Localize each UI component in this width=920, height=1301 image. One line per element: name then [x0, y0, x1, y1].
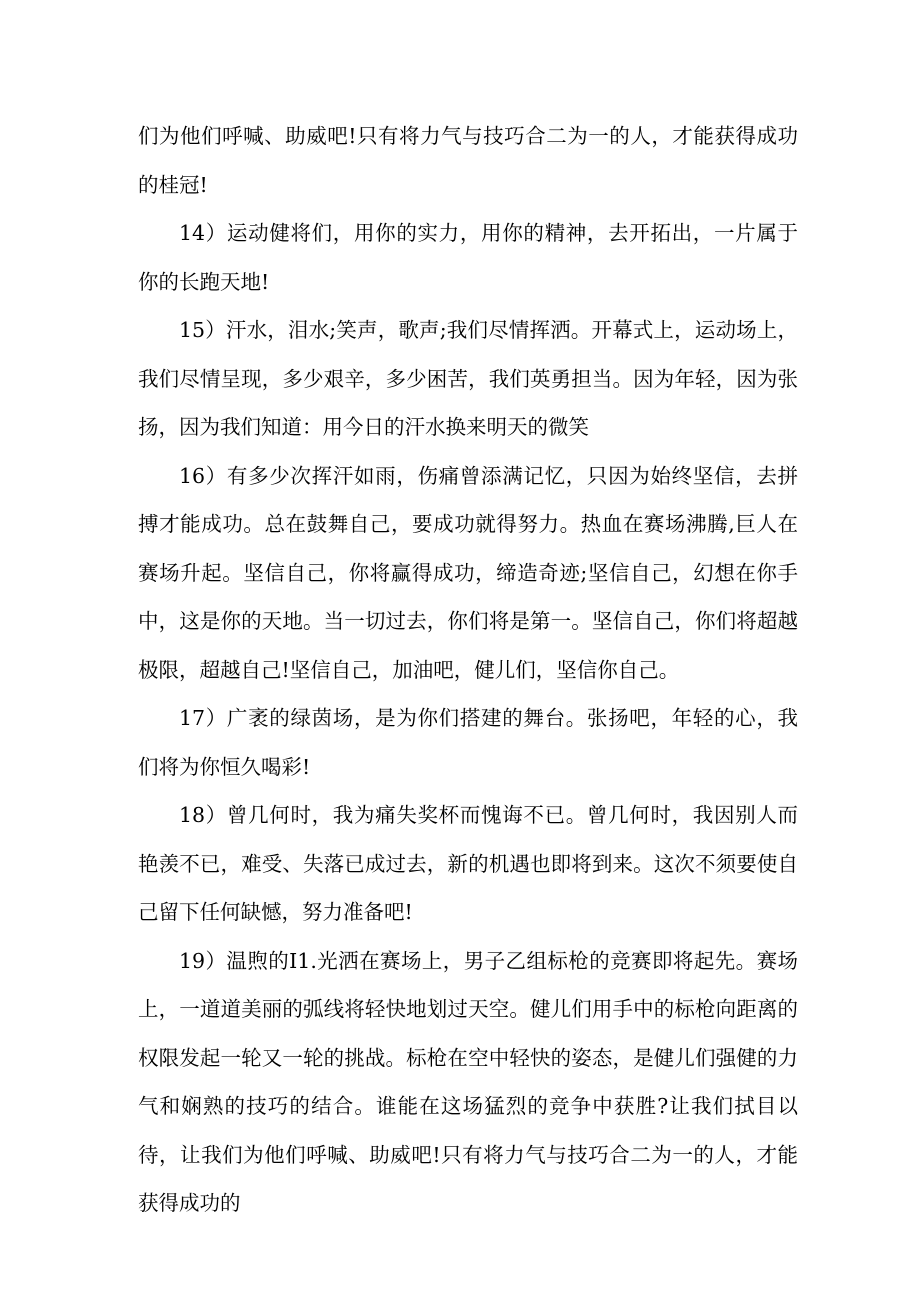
- document-body: [138, 112, 798, 1228]
- paragraph-14: 14）运动健将们，用你的实力，用你的精神，去开拓出，一片属于你的长跑天地!: [138, 221, 798, 294]
- paragraph-continued: 们为他们呼喊、助威吧!只有将力气与技巧合二为一的人，才能获得成功的桂冠!: [138, 124, 798, 197]
- paragraph-15: 15）汗水，泪水;笑声，歌声;我们尽情挥洒。开幕式上，运动场上，我们尽情呈现，多少艰辛，多少困苦，我们英勇担当。因为年轻，因为张扬，因为我们知道：用今日的汗水换来明天的微笑: [138, 318, 798, 439]
- paragraph-16: 16）有多少次挥汗如雨，伤痛曾添满记忆，只因为始终坚信，去拼搏才能成功。总在鼓舞自己，要成功就得努力。热血在赛场沸腾,巨人在赛场升起。坚信自己，你将赢得成功，缔造奇迹;坚信自己，幻想在你手中，这是你的天地。当一切过去，你们将是第一。坚信自己，你们将超越极限，超越自己!坚信自己，加油吧，健儿们，坚信你自己。: [138, 463, 798, 682]
- paragraph-18: 18）曾几何时，我为痛失奖杯而愧诲不已。曾几何时，我因别人而艳羡不已，难受、失落已成过去，新的机遇也即将到来。这次不须要使自己留下任何缺憾，努力准备吧!: [138, 803, 798, 924]
- paragraph-19: 19）温煦的I1.光洒在赛场上，男子乙组标枪的竞赛即将起先。赛场上，一道道美丽的弧线将轻快地划过天空。健儿们用手中的标枪向距离的权限发起一轮又一轮的挑战。标枪在空中轻快的姿态，是健儿们强健的力气和娴熟的技巧的结合。谁能在这场猛烈的竞争中获胜?让我们拭目以待，让我们为他们呼喊、助威吧!只有将力气与技巧合二为一的人，才能获得成功的: [138, 948, 798, 1215]
- paragraph-17: 17）广袤的绿茵场，是为你们搭建的舞台。张扬吧，年轻的心，我们将为你恒久喝彩!: [138, 706, 798, 779]
